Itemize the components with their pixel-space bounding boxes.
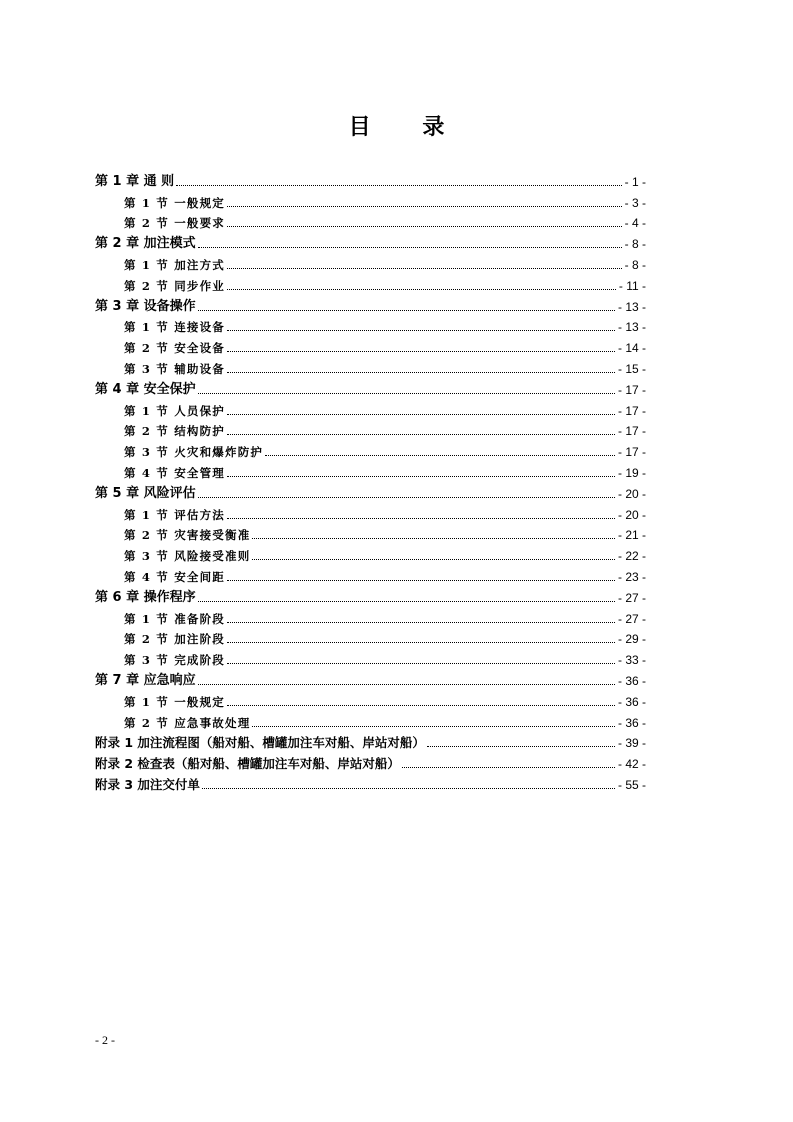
toc-entry-page: - 8 - [624,257,646,272]
dot-leader [202,788,615,789]
dot-leader [198,247,622,248]
toc-entry-chapter[interactable] [95,584,646,605]
toc-entry-chapter[interactable] [95,230,646,251]
toc-entry-section[interactable] [95,709,646,730]
page-number: - 2 - [95,1033,115,1047]
toc-entry-page: - 17 - [617,424,646,439]
toc-entry-page: - 27 - [617,611,646,626]
toc-entry-page: - 29 - [617,632,646,647]
toc-entry-page: - 33 - [617,653,646,668]
toc-entry-label: 第 2 节 安全设备 [124,341,226,356]
toc-entry-page: - 17 - [617,403,646,418]
toc-entry-chapter[interactable] [95,293,646,314]
toc-entry-label: 第 7 章 应急响应 [95,672,196,688]
dot-leader [227,289,616,290]
dot-leader [427,746,615,747]
toc-entry-label: 第 1 节 准备阶段 [124,611,226,626]
toc-entry-label: 第 4 节 安全管理 [124,465,226,480]
toc-entry-page: - 4 - [624,216,646,231]
toc-entry-label: 第 3 节 风险接受准则 [124,549,251,564]
toc-entry-section[interactable] [95,459,646,480]
toc-entry-page: - 55 - [617,777,646,792]
toc-entry-chapter[interactable] [95,667,646,688]
toc-entry-page: - 23 - [617,569,646,584]
dot-leader [198,684,615,685]
toc-entry-label: 第 1 节 一般规定 [124,195,226,210]
toc-entry-section[interactable] [95,397,646,418]
toc-entry-section[interactable] [95,314,646,335]
toc-entry-section[interactable] [95,334,646,355]
dot-leader [227,351,615,352]
toc-entry-section[interactable] [95,605,646,626]
toc-entry-page: - 1 - [624,174,646,189]
toc-entry-label: 第 4 章 安全保护 [95,381,196,397]
toc-entry-label: 第 3 节 火灾和爆炸防护 [124,445,264,460]
toc-entry-page: - 21 - [617,528,646,543]
dot-leader [227,330,615,331]
dot-leader [402,767,615,768]
toc-entry-page: - 8 - [624,237,646,252]
dot-leader [227,663,615,664]
toc-entry-label: 第 1 章 通 则 [95,173,175,189]
toc-entry-page: - 17 - [617,445,646,460]
dot-leader [176,185,622,186]
dot-leader [227,206,622,207]
toc-entry-label: 附录 3 加注交付单 [95,776,200,792]
toc-entry-page: - 42 - [617,757,646,772]
toc-entry-page: - 22 - [617,549,646,564]
toc-entry-appendix[interactable] [95,730,646,751]
toc-entry-label: 第 2 节 应急事故处理 [124,715,251,730]
toc-entry-label: 第 3 节 辅助设备 [124,361,226,376]
toc-entry-page: - 13 - [617,299,646,314]
toc-entry-label: 第 2 章 加注模式 [95,236,196,252]
toc-entry-page: - 11 - [618,278,646,293]
toc-entry-section[interactable] [95,626,646,647]
toc-entry-section[interactable] [95,418,646,439]
dot-leader [252,538,615,539]
toc-entry-label: 第 2 节 一般要求 [124,216,226,231]
toc-entry-section[interactable] [95,189,646,210]
toc-entry-page: - 36 - [617,715,646,730]
toc-entry-label: 第 3 节 完成阶段 [124,653,226,668]
dot-leader [198,601,615,602]
toc-entry-page: - 27 - [617,590,646,605]
toc-entry-page: - 15 - [617,361,646,376]
toc-entry-page: - 14 - [617,341,646,356]
dot-leader [227,580,615,581]
toc-entry-page: - 20 - [617,486,646,501]
toc-entry-label: 第 6 章 操作程序 [95,589,196,605]
dot-leader [227,622,615,623]
toc-entry-section[interactable] [95,272,646,293]
toc-entry-page: - 39 - [617,736,646,751]
toc-entry-section[interactable] [95,688,646,709]
toc-entry-label: 第 2 节 同步作业 [124,278,226,293]
toc-entry-label: 第 2 节 结构防护 [124,424,226,439]
toc-entry-chapter[interactable] [95,376,646,397]
toc-entry-label: 第 1 节 人员保护 [124,403,226,418]
dot-leader [198,497,615,498]
toc-entry-label: 第 2 节 灾害接受衡准 [124,528,251,543]
table-of-contents [95,168,646,792]
dot-leader [227,434,615,435]
toc-entry-section[interactable] [95,251,646,272]
toc-entry-page: - 20 - [617,507,646,522]
toc-entry-label: 第 4 节 安全间距 [124,569,226,584]
dot-leader [227,268,622,269]
toc-entry-label: 第 1 节 评估方法 [124,507,226,522]
toc-entry-section[interactable] [95,355,646,376]
toc-entry-appendix[interactable] [95,771,646,792]
toc-entry-page: - 36 - [617,673,646,688]
dot-leader [227,705,615,706]
toc-entry-label: 第 1 节 连接设备 [124,320,226,335]
dot-leader [227,226,622,227]
toc-entry-section[interactable] [95,438,646,459]
dot-leader [227,372,615,373]
toc-entry-page: - 3 - [624,195,646,210]
dot-leader [252,559,615,560]
toc-entry-section[interactable] [95,210,646,231]
toc-entry-page: - 13 - [617,320,646,335]
toc-entry-page: - 19 - [617,465,646,480]
dot-leader [198,310,615,311]
toc-entry-appendix[interactable] [95,750,646,771]
toc-entry-page: - 36 - [617,694,646,709]
toc-entry-section[interactable] [95,646,646,667]
toc-entry-section[interactable] [95,501,646,522]
dot-leader [252,726,615,727]
toc-title: 目 录 [348,115,467,140]
toc-entry-label: 第 1 节 一般规定 [124,694,226,709]
dot-leader [227,414,615,415]
dot-leader [198,393,615,394]
dot-leader [227,518,615,519]
toc-entry-section[interactable] [95,522,646,543]
toc-entry-label: 第 3 章 设备操作 [95,298,196,314]
toc-entry-label: 第 1 节 加注方式 [124,257,226,272]
toc-entry-label: 附录 2 检查表（船对船、槽罐加注车对船、岸站对船） [95,756,400,772]
toc-entry-chapter[interactable] [95,480,646,501]
dot-leader [265,455,615,456]
dot-leader [227,642,615,643]
toc-entry-label: 第 5 章 风险评估 [95,485,196,501]
toc-entry-section[interactable] [95,563,646,584]
toc-entry-label: 附录 1 加注流程图（船对船、槽罐加注车对船、岸站对船） [95,735,425,751]
dot-leader [227,476,615,477]
toc-entry-label: 第 2 节 加注阶段 [124,632,226,647]
toc-entry-chapter[interactable] [95,168,646,189]
toc-entry-section[interactable] [95,542,646,563]
toc-entry-page: - 17 - [617,382,646,397]
